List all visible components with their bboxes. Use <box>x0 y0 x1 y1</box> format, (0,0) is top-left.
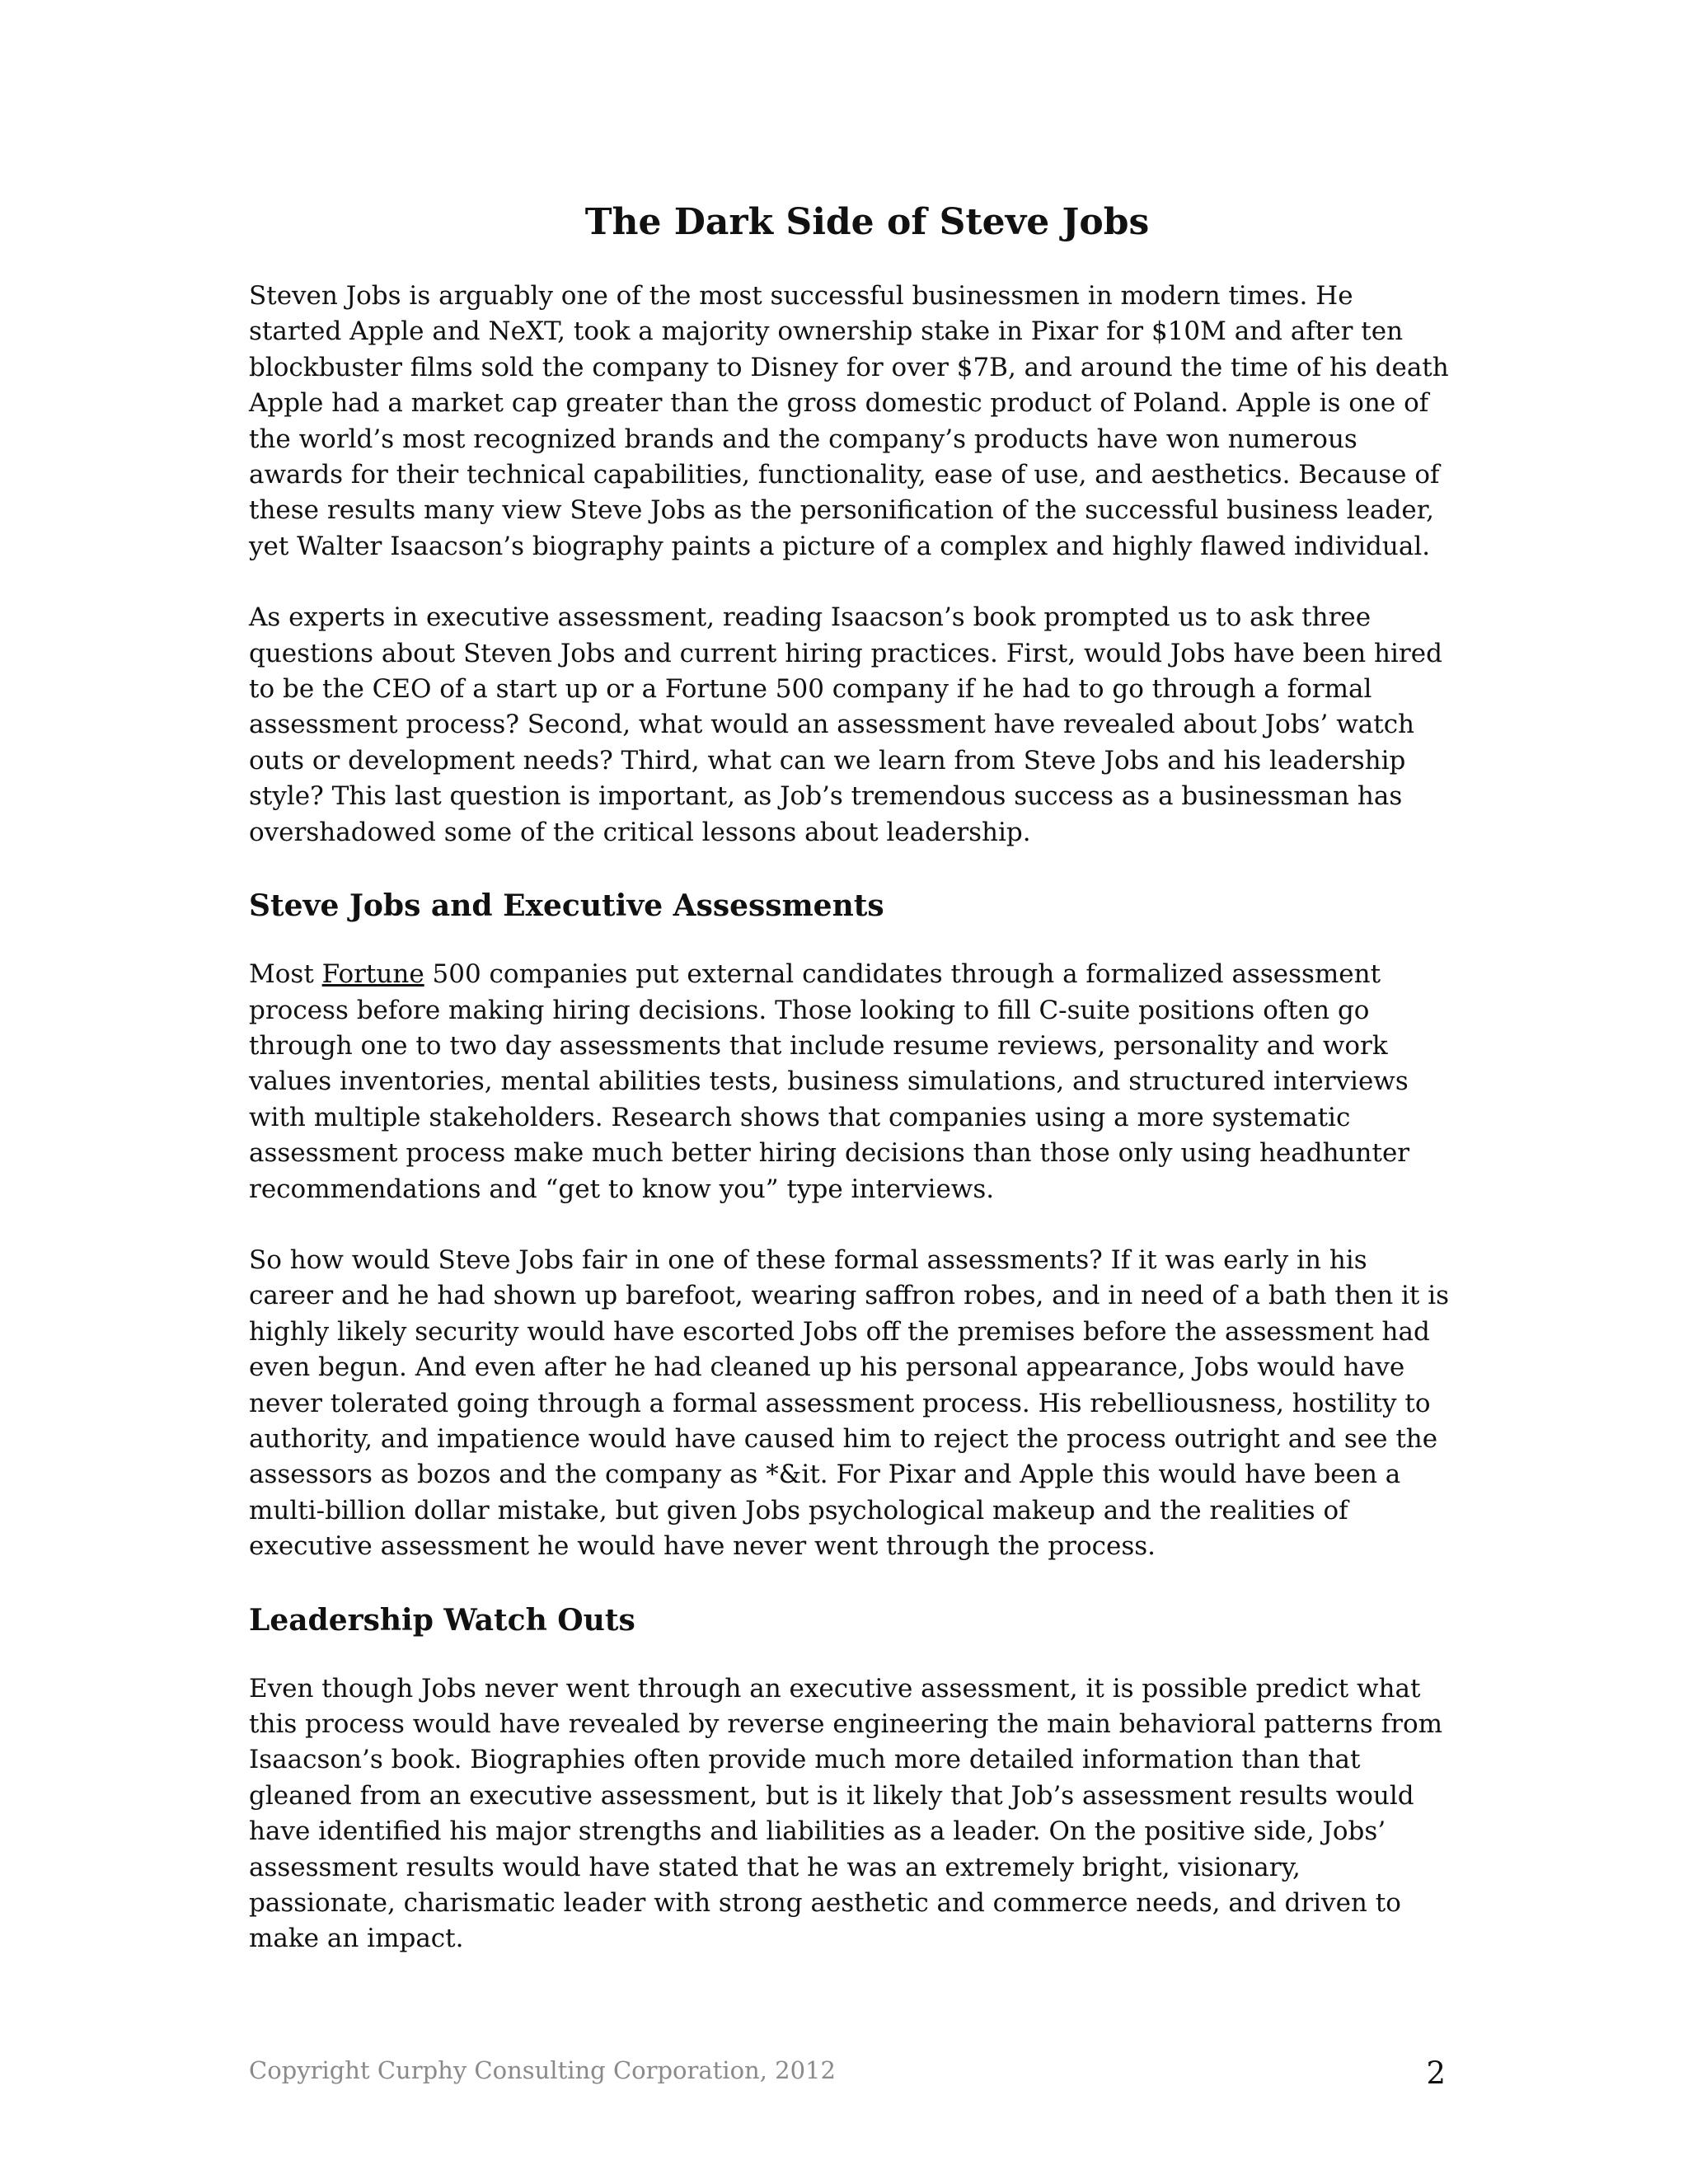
copyright-notice: Copyright Curphy Consulting Corporation, 2012 <box>249 2056 836 2084</box>
section-heading-executive-assessments: Steve Jobs and Executive Assessments <box>249 888 884 924</box>
assessment-paragraph-1-start: Most <box>249 959 322 990</box>
page-footer <box>249 2052 1452 2090</box>
watch-outs-paragraph-1: Even though Jobs never went through an executive assessment, it is possible predict what this process would have revealed by reverse engineering the main behavioral patterns from Isaacson’s book. Biographies often provide much more detailed information than that gleaned from an executive assessment, but is it likely that Job’s assessment results would have identified his major strengths and liabilities as a leader. On the positive side, Jobs’ assessment results would have stated that he was an extremely bright, visionary, passionate, charismatic leader with strong aesthetic and commerce needs, and driven to make an impact. <box>249 1673 1443 1954</box>
intro-paragraph-2: As experts in executive assessment, reading Isaacson’s book prompted us to ask three questions about Steven Jobs and current hiring practices. First, would Jobs have been hired to be the CEO of a start up or a Fortune 500 company if he had to go through a formal assessment process? Second, what would an assessment have revealed about Jobs’ watch outs or development needs? Third, what can we learn from Steve Jobs and his leadership style? This last question is important, as Job’s tremendous success as a businessman has overshadowed some of the critical lessons about leadership. <box>249 602 1442 847</box>
document-body <box>249 196 1452 1993</box>
intro-paragraph-1: Steven Jobs is arguably one of the most successful businessmen in modern times. He started Apple and NeXT, took a majority ownership stake in Pixar for $10M and after ten blockbuster films sold the company to Disney for over $7B, and around the time of his death Apple had a market cap greater than the gross domestic product of Poland. Apple is one of the world’s most recognized brands and the company’s products have won numerous awards for their technical capabilities, functionality, ease of use, and aesthetics. Because of these results many view Steve Jobs as the personification of the successful business leader, yet Walter Isaacson’s biography paints a picture of a complex and highly flawed individual. <box>249 281 1449 561</box>
assessment-paragraph-1-rest: 500 companies put external candidates through a formalized assessment process before making hiring decisions. Those looking to fill C-suite positions often go through one to two day assessments that include resume reviews, personality and work values inventories, mental abilities tests, business simulations, and structured interviews with multiple stakeholders. Research shows that companies using a more systematic assessment process make much better hiring decisions than those only using headhunter recommendations and “get to know you” type interviews. <box>249 959 1410 1204</box>
assessment-paragraph-1 <box>249 957 1452 1207</box>
assessment-paragraph-2: So how would Steve Jobs fair in one of these formal assessments? If it was early in his career and he had shown up barefoot, wearing saffron robes, and in need of a bath then it is highly likely security would have escorted Jobs off the premises before the assessment had even begun. And even after he had cleaned up his personal appearance, Jobs would have never tolerated going through a formal assessment process. His rebelliousness, hostility to authority, and impatience would have caused him to reject the process outright and see the assessors as bozos and the company as *&it. For Pixar and Apple this would have been a multi-billion dollar mistake, but given Jobs psychological makeup and the realities of executive assessment he would have never went through the process. <box>249 1244 1450 1562</box>
section-heading-leadership-watch-outs: Leadership Watch Outs <box>249 1602 635 1638</box>
fortune-underlined-text: Fortune <box>321 959 424 990</box>
document-title: The Dark Side of Steve Jobs <box>584 201 1150 243</box>
page-number: 2 <box>1426 2055 1446 2091</box>
